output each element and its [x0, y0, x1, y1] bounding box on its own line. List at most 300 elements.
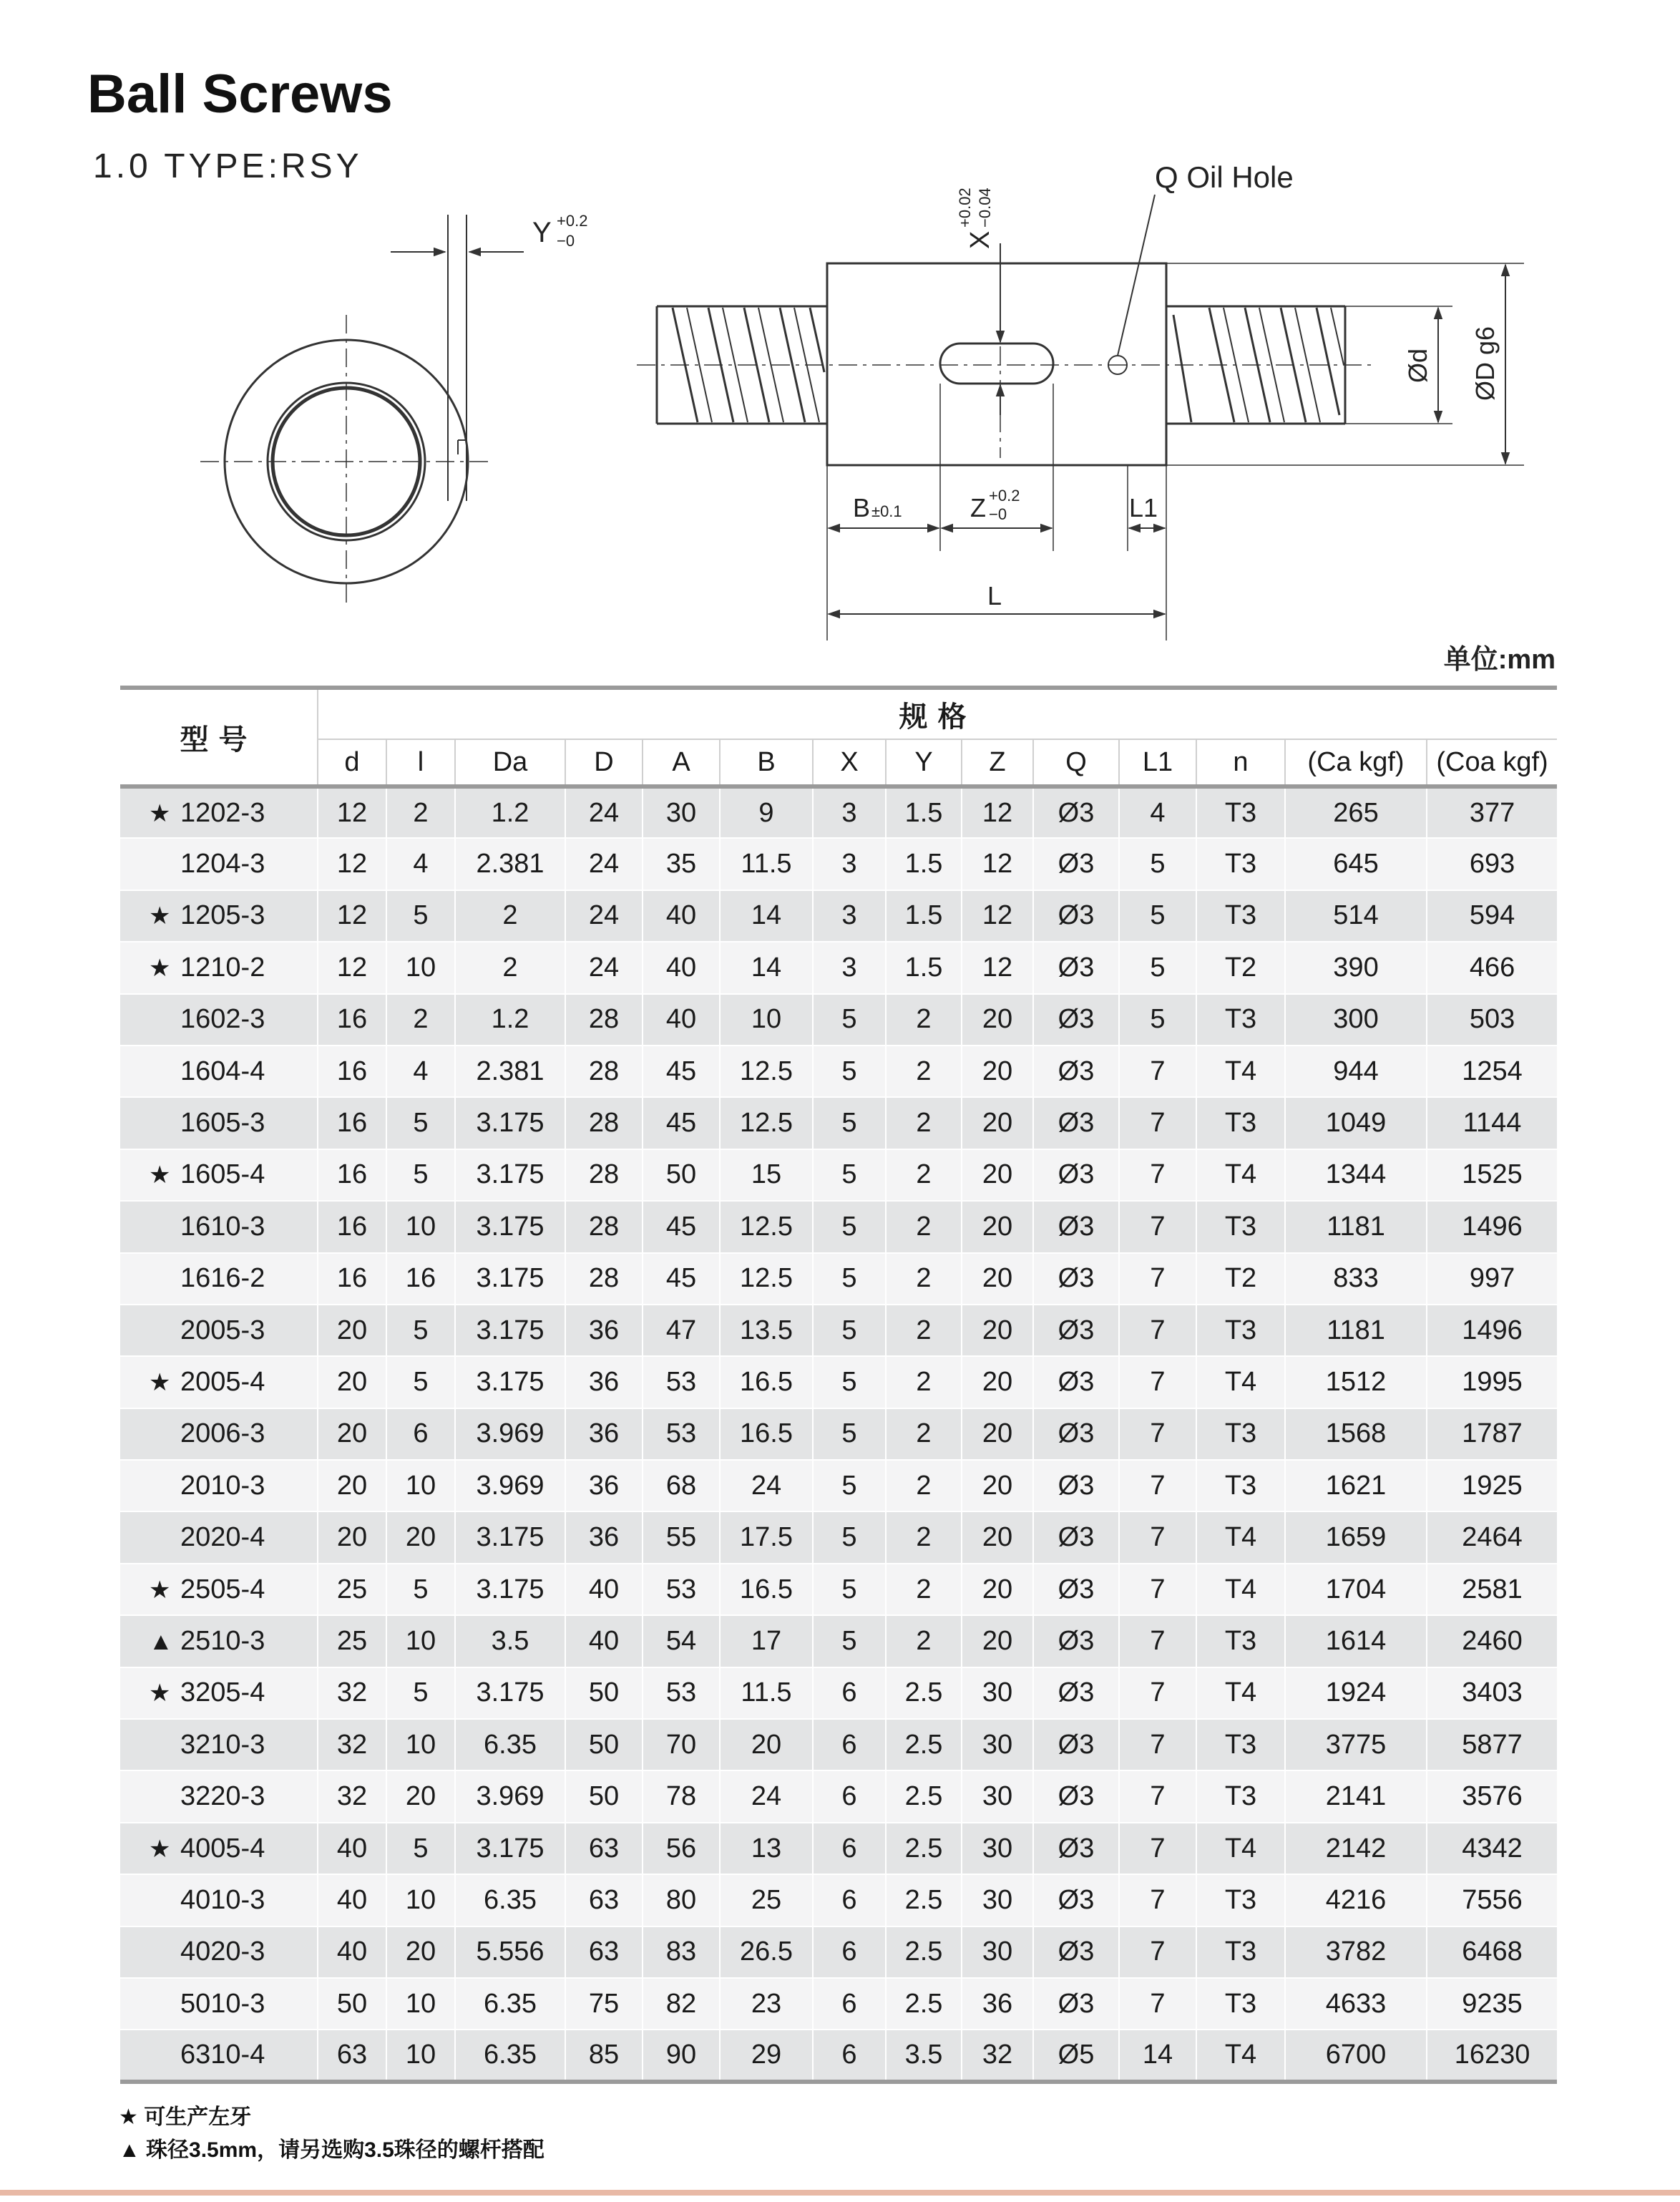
table-row — [120, 1046, 1557, 1097]
y-label: Y — [532, 217, 552, 248]
table-cell: 3775 — [1285, 1719, 1427, 1770]
table-cell: 7 — [1119, 1097, 1196, 1149]
spec-group-header: 规格 — [318, 688, 1557, 739]
table-cell: 20 — [962, 1305, 1033, 1356]
table-cell: T3 — [1196, 1408, 1285, 1460]
table-cell: 997 — [1427, 1253, 1557, 1305]
table-cell: 20 — [962, 994, 1033, 1046]
table-cell: 4342 — [1427, 1823, 1557, 1874]
table-cell: 9 — [720, 786, 813, 838]
column-header-row — [120, 739, 1557, 786]
table-cell: 53 — [643, 1356, 720, 1408]
table-cell: Ø3 — [1033, 1408, 1119, 1460]
table-cell: Ø3 — [1033, 1978, 1119, 2030]
table-cell: 7 — [1119, 1874, 1196, 1926]
table-cell: 5877 — [1427, 1719, 1557, 1770]
model-header: 型号 — [120, 688, 318, 786]
table-cell: 6 — [813, 1978, 886, 2030]
nut-end-view — [200, 215, 524, 608]
table-cell: 28 — [565, 994, 643, 1046]
table-cell: 53 — [643, 1408, 720, 1460]
table-cell: 5 — [813, 1253, 886, 1305]
table-cell: 7556 — [1427, 1874, 1557, 1926]
table-cell: 2 — [886, 1511, 962, 1563]
model-cell — [120, 1408, 318, 1460]
table-cell: 12.5 — [720, 1097, 813, 1149]
table-cell: 6468 — [1427, 1926, 1557, 1978]
table-cell: 30 — [962, 1823, 1033, 1874]
d-label: Ød — [1403, 348, 1432, 383]
table-cell: 24 — [720, 1770, 813, 1822]
table-cell: 20 — [962, 1511, 1033, 1563]
table-cell: 2 — [386, 994, 455, 1046]
row-mark: ★ — [149, 1835, 171, 1863]
x-tol-minus: −0.04 — [976, 187, 994, 228]
table-cell: 1049 — [1285, 1097, 1427, 1149]
model-cell — [120, 994, 318, 1046]
table-cell: Ø3 — [1033, 1149, 1119, 1201]
page-title: Ball Screws — [87, 64, 393, 125]
table-cell: 7 — [1119, 1615, 1196, 1667]
table-cell: 7 — [1119, 1823, 1196, 1874]
type-subtitle: 1.0 TYPE:RSY — [93, 147, 363, 185]
table-cell: 3.175 — [455, 1305, 565, 1356]
table-cell: 20 — [962, 1615, 1033, 1667]
table-cell: T3 — [1196, 1460, 1285, 1511]
spec-table — [120, 686, 1557, 2084]
model-cell — [120, 1253, 318, 1305]
table-cell: 9235 — [1427, 1978, 1557, 2030]
table-cell: 2 — [386, 786, 455, 838]
table-cell: 2.5 — [886, 1667, 962, 1719]
table-cell: 45 — [643, 1097, 720, 1149]
model-number: 1602-3 — [180, 1004, 265, 1035]
table-cell: 63 — [565, 1823, 643, 1874]
table-cell: 6 — [813, 1719, 886, 1770]
table-row — [120, 1770, 1557, 1822]
row-mark: ★ — [149, 799, 171, 827]
model-cell — [120, 1823, 318, 1874]
table-cell: 5 — [386, 890, 455, 942]
table-cell: 3.175 — [455, 1511, 565, 1563]
table-cell: 25 — [318, 1615, 386, 1667]
model-number: 3205-4 — [180, 1677, 265, 1708]
table-cell: 2.381 — [455, 1046, 565, 1097]
model-number: 1605-4 — [180, 1159, 265, 1190]
model-number: 2020-4 — [180, 1522, 265, 1553]
table-cell: 25 — [318, 1564, 386, 1615]
table-cell: 40 — [643, 890, 720, 942]
table-cell: 20 — [962, 1097, 1033, 1149]
table-cell: 6 — [813, 1874, 886, 1926]
table-cell: 50 — [565, 1770, 643, 1822]
table-cell: 16230 — [1427, 2030, 1557, 2081]
table-row — [120, 1149, 1557, 1201]
model-cell — [120, 1356, 318, 1408]
model-number: 2510-3 — [180, 1625, 265, 1656]
table-cell: 28 — [565, 1201, 643, 1252]
row-mark: ★ — [149, 1368, 171, 1396]
table-row — [120, 1978, 1557, 2030]
table-cell: 3.175 — [455, 1097, 565, 1149]
table-cell: T3 — [1196, 890, 1285, 942]
table-cell: 1925 — [1427, 1460, 1557, 1511]
model-number: 1616-2 — [180, 1263, 265, 1294]
table-cell: 4216 — [1285, 1874, 1427, 1926]
table-cell: 5 — [813, 1564, 886, 1615]
table-cell: T2 — [1196, 1253, 1285, 1305]
table-row — [120, 1874, 1557, 1926]
table-cell: 7 — [1119, 1356, 1196, 1408]
table-cell: T3 — [1196, 1874, 1285, 1926]
table-cell: 45 — [643, 1253, 720, 1305]
table-cell: 25 — [720, 1874, 813, 1926]
table-cell: T4 — [1196, 1511, 1285, 1563]
table-cell: 24 — [565, 890, 643, 942]
table-cell: 12 — [318, 942, 386, 993]
table-row — [120, 1823, 1557, 1874]
model-cell — [120, 1149, 318, 1201]
row-mark: ★ — [149, 1161, 171, 1189]
table-cell: Ø3 — [1033, 1201, 1119, 1252]
table-cell: 24 — [720, 1460, 813, 1511]
model-number: 4020-3 — [180, 1937, 265, 1967]
b-tol: ±0.1 — [871, 502, 902, 520]
table-cell: 1924 — [1285, 1667, 1427, 1719]
model-cell — [120, 1046, 318, 1097]
table-cell: 5 — [813, 1460, 886, 1511]
table-cell: 300 — [1285, 994, 1427, 1046]
model-cell — [120, 1770, 318, 1822]
model-number: 6310-4 — [180, 2040, 265, 2070]
model-number: 1605-3 — [180, 1108, 265, 1139]
table-cell: 7 — [1119, 1149, 1196, 1201]
table-cell: T4 — [1196, 1149, 1285, 1201]
table-cell: Ø3 — [1033, 1097, 1119, 1149]
table-cell: 2.5 — [886, 1770, 962, 1822]
table-cell: 40 — [565, 1615, 643, 1667]
oil-hole-label: Q Oil Hole — [1155, 160, 1294, 194]
table-cell: 2.5 — [886, 1978, 962, 2030]
table-cell: 2 — [455, 942, 565, 993]
table-cell: 24 — [565, 786, 643, 838]
table-cell: Ø3 — [1033, 1874, 1119, 1926]
table-cell: 10 — [386, 1201, 455, 1252]
column-header: Z — [962, 739, 1033, 786]
table-cell: 1.5 — [886, 890, 962, 942]
table-cell: 36 — [565, 1356, 643, 1408]
model-number: 1604-4 — [180, 1056, 265, 1086]
l-label: L — [987, 581, 1002, 610]
table-cell: 5 — [813, 1305, 886, 1356]
table-cell: 20 — [318, 1305, 386, 1356]
table-row — [120, 1667, 1557, 1719]
model-cell — [120, 1305, 318, 1356]
table-cell: 3576 — [1427, 1770, 1557, 1822]
table-cell: 10 — [720, 994, 813, 1046]
table-cell: 30 — [643, 786, 720, 838]
table-cell: 4633 — [1285, 1978, 1427, 2030]
table-cell: 2464 — [1427, 1511, 1557, 1563]
table-cell: 20 — [720, 1719, 813, 1770]
table-cell: 17 — [720, 1615, 813, 1667]
y-tol-plus: +0.2 — [557, 212, 588, 230]
table-cell: 24 — [565, 942, 643, 993]
table-cell: T3 — [1196, 1305, 1285, 1356]
table-cell: 10 — [386, 1874, 455, 1926]
column-header: D — [565, 739, 643, 786]
table-cell: 5 — [386, 1097, 455, 1149]
table-cell: 1344 — [1285, 1149, 1427, 1201]
table-cell: 1787 — [1427, 1408, 1557, 1460]
table-cell: Ø3 — [1033, 838, 1119, 890]
table-cell: 390 — [1285, 942, 1427, 993]
model-number: 1202-3 — [180, 797, 265, 828]
table-cell: 50 — [318, 1978, 386, 2030]
table-cell: 3403 — [1427, 1667, 1557, 1719]
table-cell: 1.2 — [455, 994, 565, 1046]
table-cell: 50 — [643, 1149, 720, 1201]
model-cell — [120, 1926, 318, 1978]
z-label: Z — [970, 493, 986, 522]
table-cell: 10 — [386, 942, 455, 993]
row-mark: ★ — [149, 1576, 171, 1604]
table-cell: 20 — [318, 1356, 386, 1408]
note-star: ★ 可生产左牙 — [119, 2105, 252, 2129]
table-cell: Ø3 — [1033, 1511, 1119, 1563]
table-row — [120, 1926, 1557, 1978]
table-cell: 3.175 — [455, 1149, 565, 1201]
table-cell: Ø3 — [1033, 1564, 1119, 1615]
table-cell: Ø3 — [1033, 1770, 1119, 1822]
table-cell: 2142 — [1285, 1823, 1427, 1874]
table-row — [120, 1615, 1557, 1667]
table-cell: 10 — [386, 1978, 455, 2030]
table-cell: 20 — [962, 1046, 1033, 1097]
table-row — [120, 1408, 1557, 1460]
table-cell: 11.5 — [720, 1667, 813, 1719]
table-cell: Ø3 — [1033, 1046, 1119, 1097]
table-cell: 503 — [1427, 994, 1557, 1046]
table-cell: Ø3 — [1033, 1253, 1119, 1305]
table-cell: 2 — [886, 1097, 962, 1149]
table-cell: 1995 — [1427, 1356, 1557, 1408]
table-cell: T4 — [1196, 1046, 1285, 1097]
table-cell: 50 — [565, 1667, 643, 1719]
table-cell: 14 — [720, 942, 813, 993]
table-cell: 12.5 — [720, 1253, 813, 1305]
model-number: 4005-4 — [180, 1833, 265, 1864]
table-cell: 7 — [1119, 1460, 1196, 1511]
table-cell: 2 — [886, 1149, 962, 1201]
table-cell: 23 — [720, 1978, 813, 2030]
table-cell: 7 — [1119, 1770, 1196, 1822]
row-mark: ★ — [149, 1680, 171, 1707]
table-row — [120, 1511, 1557, 1563]
table-cell: 1525 — [1427, 1149, 1557, 1201]
table-cell: 5 — [1119, 942, 1196, 993]
table-cell: 1.2 — [455, 786, 565, 838]
table-row — [120, 1201, 1557, 1252]
table-cell: 20 — [386, 1926, 455, 1978]
model-cell — [120, 1564, 318, 1615]
table-cell: Ø3 — [1033, 1356, 1119, 1408]
table-cell: 11.5 — [720, 838, 813, 890]
column-header: d — [318, 739, 386, 786]
table-row — [120, 1460, 1557, 1511]
table-row — [120, 1253, 1557, 1305]
table-cell: 6.35 — [455, 1719, 565, 1770]
table-cell: 12 — [962, 786, 1033, 838]
table-cell: 3.5 — [455, 1615, 565, 1667]
table-cell: Ø3 — [1033, 1926, 1119, 1978]
table-cell: 40 — [565, 1564, 643, 1615]
table-cell: 12 — [962, 838, 1033, 890]
model-cell — [120, 1460, 318, 1511]
table-cell: 3.175 — [455, 1823, 565, 1874]
row-mark: ▲ — [149, 1627, 173, 1655]
table-cell: 466 — [1427, 942, 1557, 993]
table-cell: T3 — [1196, 994, 1285, 1046]
row-mark: ★ — [149, 902, 171, 930]
table-cell: 2141 — [1285, 1770, 1427, 1822]
table-cell: T3 — [1196, 1719, 1285, 1770]
model-number: 1204-3 — [180, 849, 265, 880]
table-cell: 40 — [318, 1874, 386, 1926]
table-cell: 30 — [962, 1719, 1033, 1770]
column-header: (Ca kgf) — [1285, 739, 1427, 786]
table-cell: 16 — [318, 1201, 386, 1252]
table-cell: 40 — [318, 1823, 386, 1874]
table-cell: 29 — [720, 2030, 813, 2081]
table-cell: 30 — [962, 1874, 1033, 1926]
table-cell: 6 — [813, 1667, 886, 1719]
model-cell — [120, 1874, 318, 1926]
table-cell: 7 — [1119, 1564, 1196, 1615]
table-cell: 12 — [318, 890, 386, 942]
table-cell: 32 — [962, 2030, 1033, 2081]
table-cell: 16.5 — [720, 1356, 813, 1408]
table-cell: 2 — [886, 1408, 962, 1460]
table-cell: 82 — [643, 1978, 720, 2030]
table-cell: 16 — [318, 1046, 386, 1097]
table-cell: 2.381 — [455, 838, 565, 890]
table-cell: 32 — [318, 1770, 386, 1822]
table-cell: 63 — [565, 1926, 643, 1978]
table-cell: T3 — [1196, 786, 1285, 838]
table-cell: 4 — [1119, 786, 1196, 838]
table-cell: T4 — [1196, 2030, 1285, 2081]
technical-drawing — [0, 0, 1680, 687]
table-cell: 1.5 — [886, 838, 962, 890]
table-cell: 7 — [1119, 1201, 1196, 1252]
table-cell: 40 — [643, 994, 720, 1046]
table-cell: 5 — [813, 1356, 886, 1408]
model-cell — [120, 1511, 318, 1563]
table-cell: 3782 — [1285, 1926, 1427, 1978]
table-cell: 36 — [565, 1408, 643, 1460]
table-cell: 2 — [886, 1253, 962, 1305]
table-cell: T3 — [1196, 1097, 1285, 1149]
table-cell: 3.175 — [455, 1667, 565, 1719]
model-number: 3210-3 — [180, 1729, 265, 1760]
table-cell: 6700 — [1285, 2030, 1427, 2081]
table-cell: 2 — [455, 890, 565, 942]
table-cell: 75 — [565, 1978, 643, 2030]
table-cell: 6 — [813, 1823, 886, 1874]
table-cell: Ø3 — [1033, 942, 1119, 993]
table-cell: 6 — [813, 1926, 886, 1978]
table-cell: 20 — [386, 1770, 455, 1822]
table-cell: 2 — [886, 1615, 962, 1667]
table-cell: 20 — [962, 1149, 1033, 1201]
column-header: X — [813, 739, 886, 786]
table-cell: 1704 — [1285, 1564, 1427, 1615]
table-cell: 2 — [886, 994, 962, 1046]
b-label: B — [853, 493, 871, 522]
table-cell: 16 — [318, 994, 386, 1046]
table-cell: 30 — [962, 1926, 1033, 1978]
table-cell: 28 — [565, 1097, 643, 1149]
table-cell: 90 — [643, 2030, 720, 2081]
table-cell: 7 — [1119, 1046, 1196, 1097]
table-cell: 5 — [1119, 838, 1196, 890]
table-cell: 2 — [886, 1564, 962, 1615]
table-cell: 3.969 — [455, 1460, 565, 1511]
table-cell: 12 — [962, 890, 1033, 942]
table-cell: 645 — [1285, 838, 1427, 890]
table-cell: 5 — [813, 1615, 886, 1667]
table-cell: 265 — [1285, 786, 1427, 838]
table-cell: 3.175 — [455, 1356, 565, 1408]
table-row — [120, 2030, 1557, 2081]
table-row — [120, 890, 1557, 942]
table-cell: 20 — [962, 1253, 1033, 1305]
table-cell: 3.5 — [886, 2030, 962, 2081]
table-cell: 377 — [1427, 786, 1557, 838]
table-cell: 54 — [643, 1615, 720, 1667]
table-row — [120, 1097, 1557, 1149]
table-cell: 7 — [1119, 1253, 1196, 1305]
table-cell: 514 — [1285, 890, 1427, 942]
table-cell: 6 — [813, 1770, 886, 1822]
table-cell: 7 — [1119, 1408, 1196, 1460]
unit-label: 单位:mm — [1443, 645, 1556, 675]
table-cell: 5 — [1119, 994, 1196, 1046]
column-header: (Coa kgf) — [1427, 739, 1557, 786]
table-cell: 3 — [813, 942, 886, 993]
table-cell: 80 — [643, 1874, 720, 1926]
table-cell: 4 — [386, 838, 455, 890]
table-cell: 7 — [1119, 1305, 1196, 1356]
table-cell: 53 — [643, 1667, 720, 1719]
table-cell: 5 — [813, 1046, 886, 1097]
l1-label: L1 — [1129, 493, 1158, 522]
table-cell: Ø5 — [1033, 2030, 1119, 2081]
table-cell: 7 — [1119, 1719, 1196, 1770]
table-cell: 5 — [386, 1667, 455, 1719]
table-cell: 3 — [813, 786, 886, 838]
model-cell — [120, 1719, 318, 1770]
table-cell: 50 — [565, 1719, 643, 1770]
x-label: X — [965, 230, 995, 249]
table-cell: 3.175 — [455, 1253, 565, 1305]
table-cell: Ø3 — [1033, 1615, 1119, 1667]
table-cell: 5 — [813, 994, 886, 1046]
table-cell: 5 — [386, 1305, 455, 1356]
table-cell: 5 — [386, 1564, 455, 1615]
table-cell: 30 — [962, 1770, 1033, 1822]
